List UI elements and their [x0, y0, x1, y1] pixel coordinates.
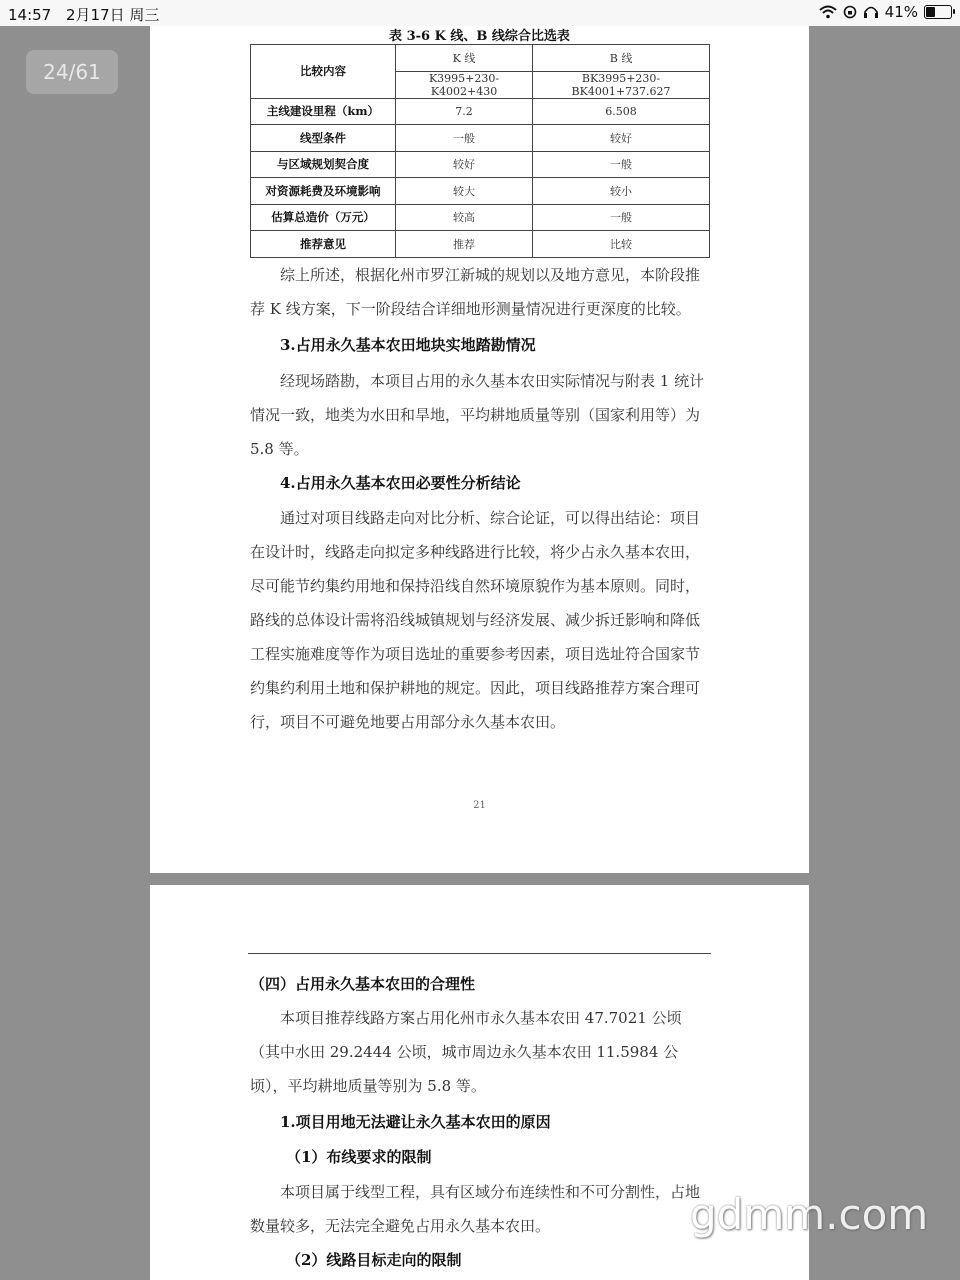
k-value: 较好 — [396, 151, 533, 178]
table-row — [251, 151, 710, 178]
k-value: 7.2 — [396, 98, 533, 125]
watermark-logo: gdmm.com — [690, 1190, 929, 1239]
status-date: 2月17日 周三 — [66, 6, 160, 24]
table-corner-cell: 比较内容 — [251, 45, 396, 99]
row-label: 线型条件 — [251, 125, 396, 152]
b-line-range: BK3995+230-BK4001+737.627 — [533, 71, 710, 98]
table-row — [251, 125, 710, 152]
paragraph — [250, 258, 710, 326]
section-heading: 4.占用永久基本农田必要性分析结论 — [280, 474, 521, 492]
page-number: 21 — [473, 800, 486, 811]
paragraph-text: 通过对项目线路走向对比分析、综合论证，可以得出结论：项目在设计时，线路走向拟定多种线路进行比较，将少占永久基本农田，尽可能节约集约用地和保持沿线自然环境原貌作为基本原则。同时，路线的总体设计需将沿线城镇规划与经济发展、减少拆迁影响和降低工程实施难度等作为项目选址的重要参考因素，项目选址符合国家节约集约利用土地和保护耕地的规定。因此，项目线路推荐方案合理可行，项目不可避免地要占用部分永久基本农田。 — [250, 509, 701, 731]
page-indicator[interactable] — [26, 50, 118, 94]
table-row — [251, 98, 710, 125]
paragraph — [250, 364, 710, 466]
row-label: 对资源耗费及环境影响 — [251, 178, 396, 205]
k-line-range: K3995+230-K4002+430 — [396, 71, 533, 98]
document-page-21 — [150, 26, 809, 873]
battery-icon — [924, 5, 952, 19]
table-header-row — [251, 45, 710, 72]
header-rule — [248, 953, 711, 954]
subsection-heading: （2）线路目标走向的限制 — [286, 1251, 462, 1269]
row-label: 估算总造价（万元） — [251, 204, 396, 231]
headphones-icon — [863, 5, 879, 19]
k-value: 一般 — [396, 125, 533, 152]
k-value: 较高 — [396, 204, 533, 231]
row-label: 推荐意见 — [251, 231, 396, 258]
subsection-heading: （1）布线要求的限制 — [286, 1148, 432, 1166]
battery-percent: 41% — [884, 3, 918, 21]
row-label: 与区域规划契合度 — [251, 151, 396, 178]
table-caption: 表 3-6 K 线、B 线综合比选表 — [389, 29, 570, 44]
section-title: （四）占用永久基本农田的合理性 — [250, 975, 476, 993]
b-value: 一般 — [533, 204, 710, 231]
paragraph — [250, 1175, 710, 1243]
page-indicator-label: 24/61 — [43, 60, 101, 84]
status-bar — [0, 0, 960, 26]
paragraph-text: 经现场踏勘，本项目占用的永久基本农田实际情况与附表 1 统计情况一致，地类为水田和旱地，平均耕地质量等别（国家利用等）为 5.8 等。 — [250, 372, 705, 458]
status-time: 14:57 — [8, 6, 52, 24]
section-heading: 1.项目用地无法避让永久基本农田的原因 — [280, 1113, 551, 1131]
table-row — [251, 178, 710, 205]
b-value: 比较 — [533, 231, 710, 258]
paragraph-text: 本项目属于线型工程，具有区域分布连续性和不可分割性，占地数量较多，无法完全避免占用永久基本农田。 — [250, 1183, 701, 1235]
b-value: 6.508 — [533, 98, 710, 125]
b-line-header: B 线 — [533, 45, 710, 72]
table-row — [251, 204, 710, 231]
section-heading: 3.占用永久基本农田地块实地踏勘情况 — [280, 336, 536, 354]
k-value: 较大 — [396, 178, 533, 205]
row-label: 主线建设里程（km） — [251, 98, 396, 125]
rotation-lock-icon — [843, 5, 857, 19]
paragraph-text: 本项目推荐线路方案占用化州市永久基本农田 47.7021 公顷（其中水田 29.2444 公顷，城市周边永久基本农田 11.5984 公顷），平均耕地质量等别为 5.8 等。 — [250, 1009, 682, 1095]
table-row — [251, 231, 710, 258]
b-value: 一般 — [533, 151, 710, 178]
comparison-table — [250, 44, 710, 258]
paragraph-text: 综上所述，根据化州市罗江新城的规划以及地方意见，本阶段推荐 K 线方案，下一阶段结合详细地形测量情况进行更深度的比较。 — [250, 266, 701, 318]
paragraph — [250, 1001, 710, 1103]
wifi-icon — [819, 5, 837, 19]
b-value: 较小 — [533, 178, 710, 205]
b-value: 较好 — [533, 125, 710, 152]
k-value: 推荐 — [396, 231, 533, 258]
k-line-header: K 线 — [396, 45, 533, 72]
paragraph — [250, 501, 710, 739]
